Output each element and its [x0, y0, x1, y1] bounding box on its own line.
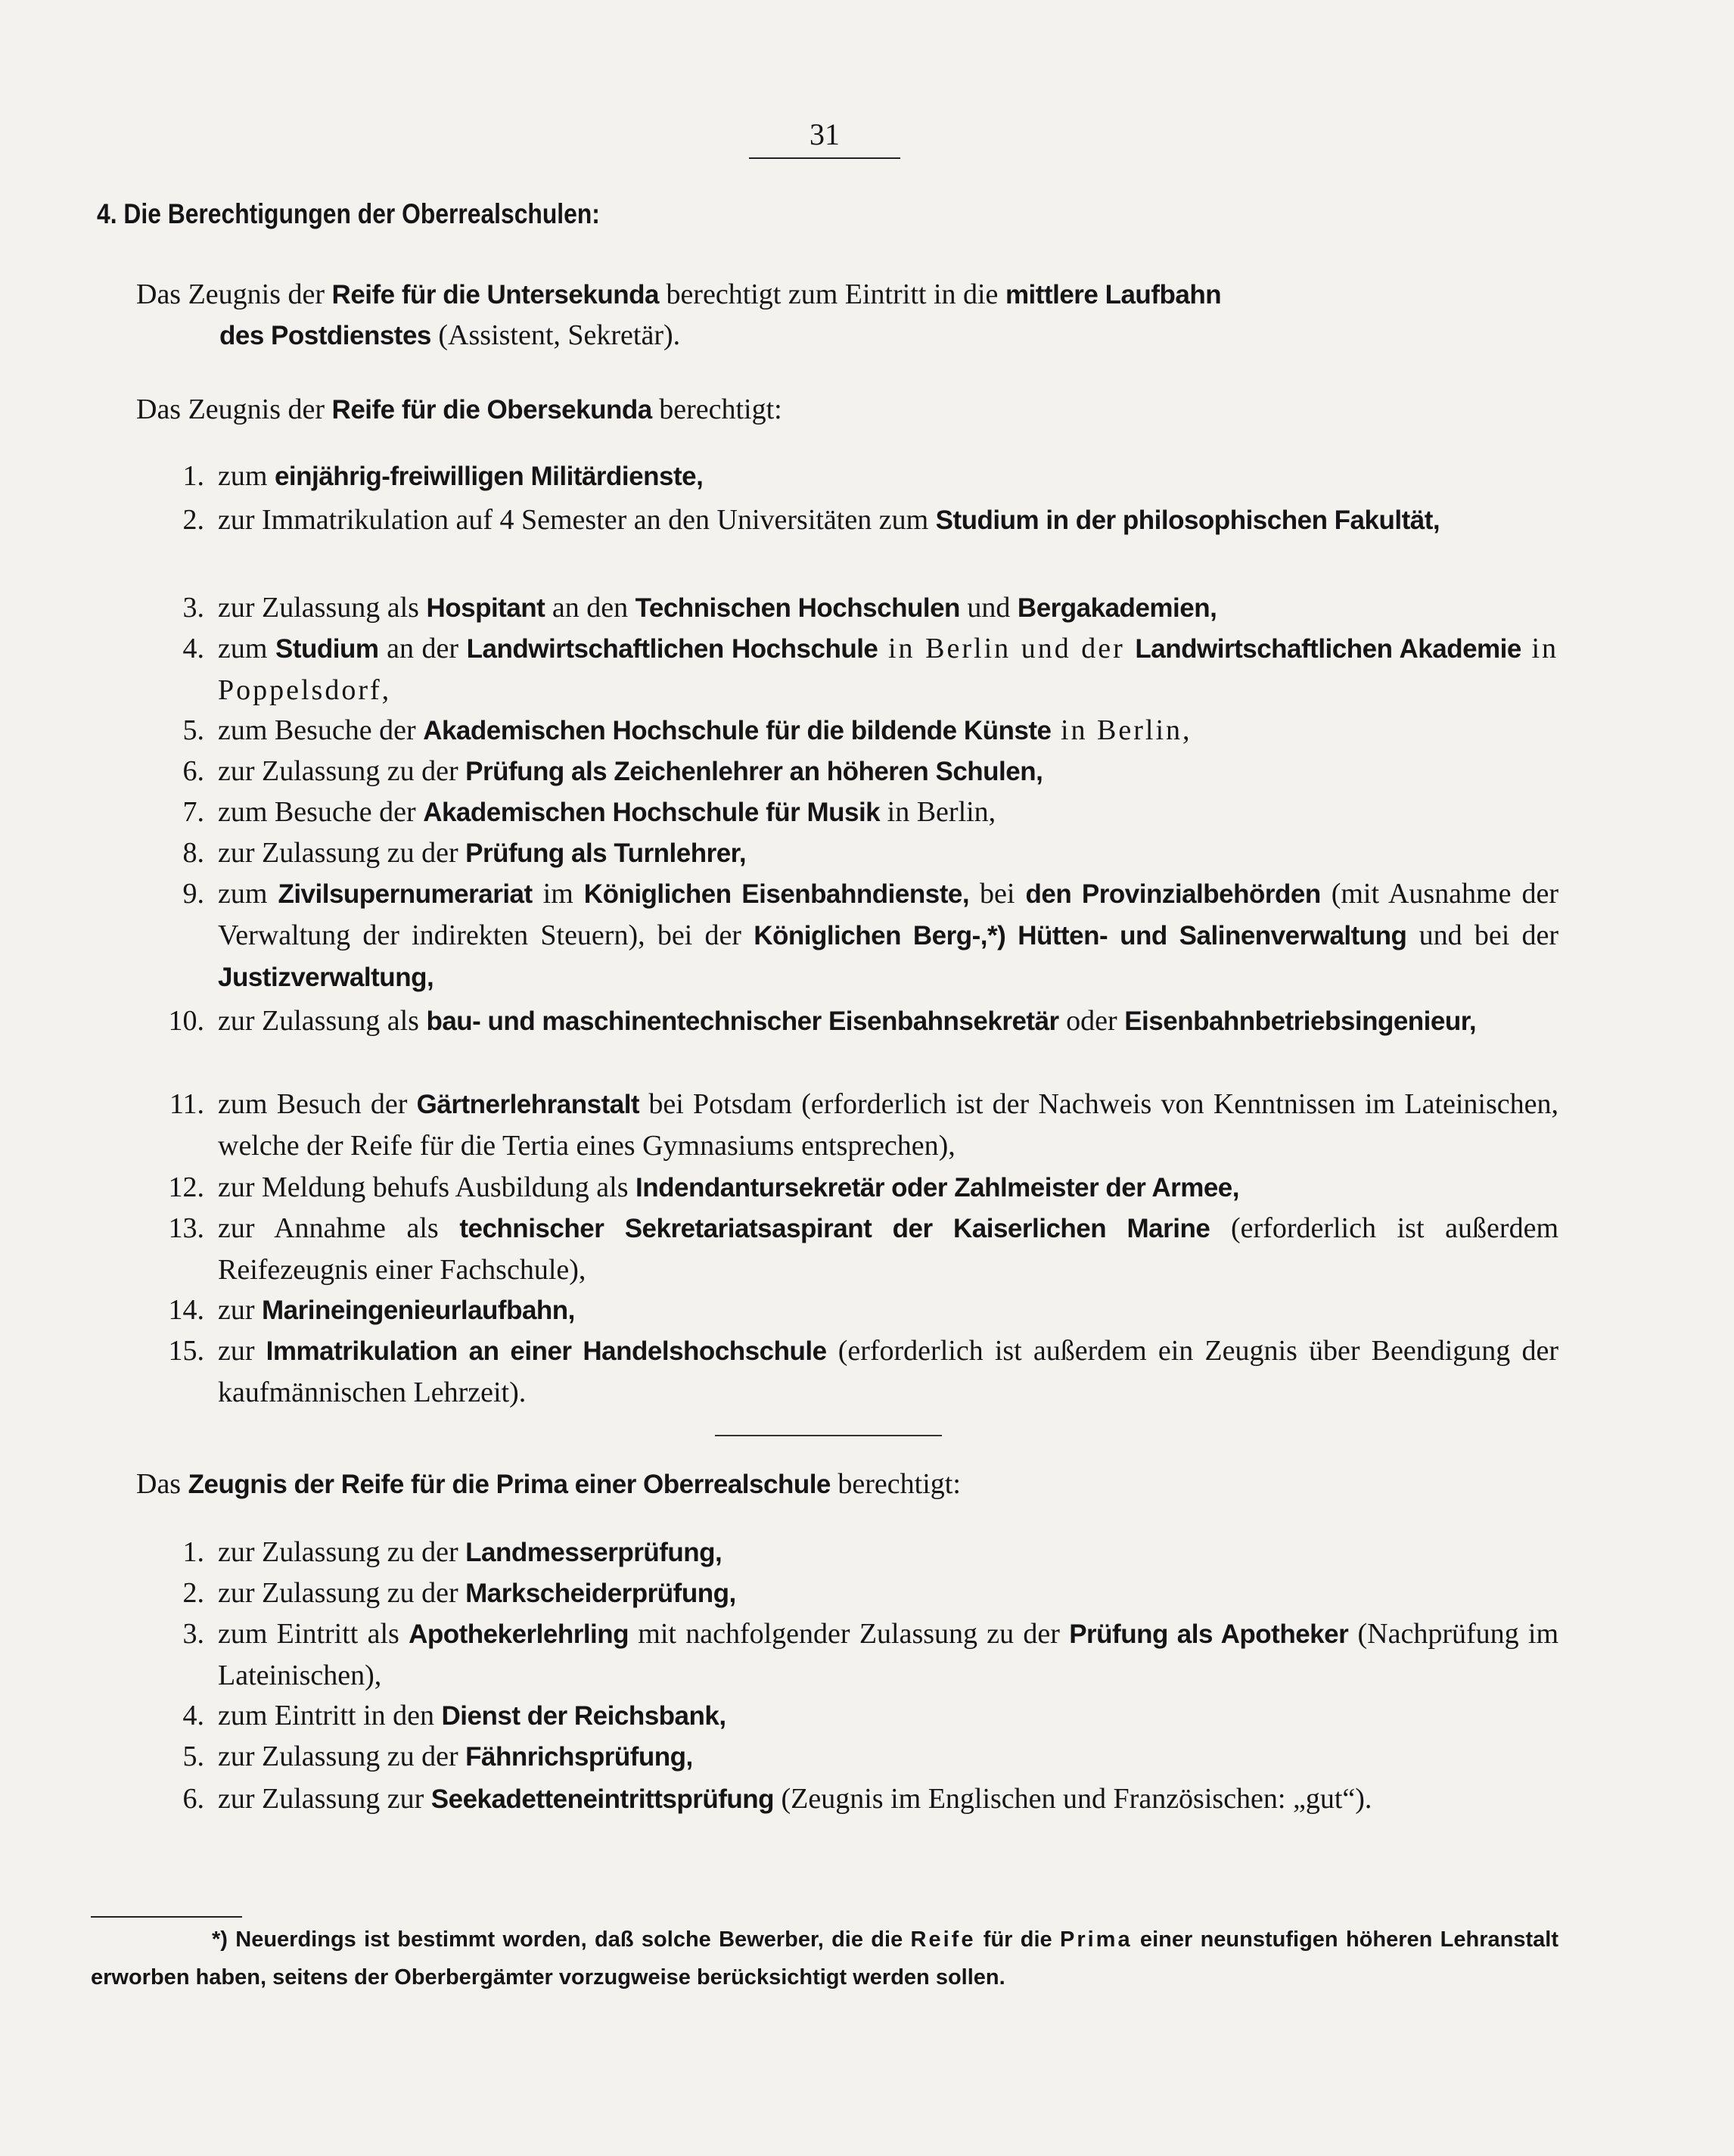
obersekunda-intro: Das Zeugnis der Reife für die Obersekunda berechtigt: — [136, 394, 782, 425]
page-number: 31 — [810, 117, 840, 151]
list-item: 5. zum Besuche der Akademischen Hochschule für die bildende Künste in Berlin, — [182, 714, 1192, 746]
list-item: 10. zur Zulassung als bau- und maschinentechnischer Eisenbahnsekretär oder Eisenbahnbetriebsingenieur, — [168, 1005, 1477, 1037]
list-item: 6. zur Zulassung zur Seekadetteneintrittsprüfung (Zeugnis im Englischen und Französischen: „gut“). — [182, 1783, 1372, 1815]
list-item: 1. zum einjährig-freiwilligen Militärdienste, — [182, 460, 704, 492]
list-item: 3. zum Eintritt als Apothekerlehrling mit nachfolgender Zulassung zu der Prüfung als Apotheker (Nachprüfung im Lateinischen), — [182, 1618, 1558, 1691]
list-item: 1. zur Zulassung zu der Landmesserprüfung, — [182, 1536, 722, 1568]
list-item: 6. zur Zulassung zu der Prüfung als Zeichenlehrer an höheren Schulen, — [182, 755, 1043, 787]
list-item: 8. zur Zulassung zu der Prüfung als Turnlehrer, — [182, 837, 747, 869]
page-number-rule — [749, 157, 900, 159]
list-item: 9. zum Zivilsupernumerariat im Königlichen Eisenbahndienste, bei den Provinzialbehörden (mit Ausnahme der Verwaltung der indirekten Steuern), bei der Königlichen Berg-,*) Hütten- und Salinenverwaltung und bei der Justizverwaltung, — [182, 878, 1559, 992]
footnote: *) Neuerdings ist bestimmt worden, daß solche Bewerber, die die Reife für die Prima einer neunstufigen höheren Lehranstalt erworben haben, seitens der Oberbergämter vorzugweise berücksichtigt werden sollen. — [91, 1927, 1558, 1990]
list-item: 15. zur Immatrikulation an einer Handelshochschule (erforderlich ist außerdem ein Zeugnis über Beendigung der kaufmännischen Lehrzeit). — [168, 1335, 1558, 1408]
footnote-rule — [91, 1916, 242, 1918]
untersekunda-paragraph: Das Zeugnis der Reife für die Untersekunda berechtigt zum Eintritt in die mittlere Laufbahn — [136, 278, 1222, 310]
list-item: 13. zur Annahme als technischer Sekretariatsaspirant der Kaiserlichen Marine (erforderlich ist außerdem Reifezeugnis einer Fachschule), — [168, 1212, 1558, 1286]
section-separator — [715, 1435, 942, 1436]
list-item: 11. zum Besuch der Gärtnerlehranstalt bei Potsdam (erforderlich ist der Nachweis von Kenntnissen im Lateinischen, welche der Reife für die Tertia eines Gymnasiums entsprechen), — [169, 1088, 1559, 1162]
list-item: 7. zum Besuche der Akademischen Hochschule für Musik in Berlin, — [182, 796, 996, 828]
list-item: 5. zur Zulassung zu der Fähnrichsprüfung, — [182, 1741, 693, 1772]
list-item: 4. zum Studium an der Landwirtschaftlichen Hochschule in Berlin und der Landwirtschaftlichen Akademie in Poppelsdorf, — [182, 633, 1559, 706]
untersekunda-paragraph-cont: des Postdienstes (Assistent, Sekretär). — [219, 319, 681, 351]
list-item: 2. zur Immatrikulation auf 4 Semester an den Universitäten zum Studium in der philosophischen Fakultät, — [182, 504, 1440, 536]
list-item: 2. zur Zulassung zu der Markscheiderprüfung, — [182, 1577, 736, 1609]
section-title: 4. Die Berechtigungen der Oberrealschulen: — [97, 198, 600, 229]
list-item: 12. zur Meldung behufs Ausbildung als Indendantursekretär oder Zahlmeister der Armee, — [168, 1171, 1239, 1203]
prima-intro: Das Zeugnis der Reife für die Prima einer Oberrealschule berechtigt: — [136, 1468, 961, 1500]
list-item: 3. zur Zulassung als Hospitant an den Technischen Hochschulen und Bergakademien, — [182, 592, 1217, 624]
list-item: 14. zur Marineingenieurlaufbahn, — [168, 1294, 575, 1326]
list-item: 4. zum Eintritt in den Dienst der Reichsbank, — [182, 1700, 726, 1731]
